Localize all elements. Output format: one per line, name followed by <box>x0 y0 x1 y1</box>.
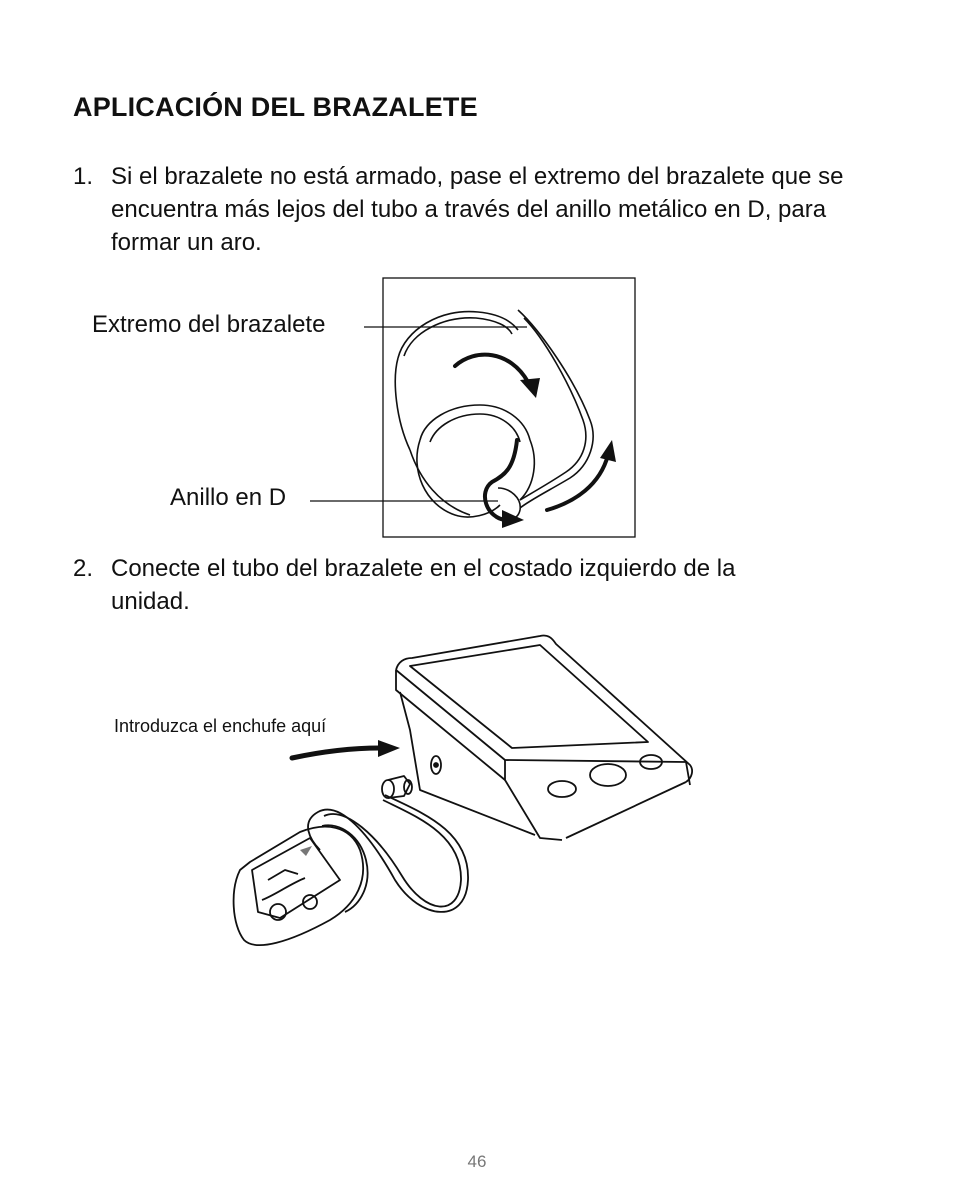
air-tube <box>308 795 468 912</box>
page-title: APLICACIÓN DEL BRAZALETE <box>73 92 478 122</box>
step-1-text: Si el brazalete no está armado, pase el extremo del brazalete que se encuentra más lejos del tubo a través del anillo metálico en D, para formar un aro. <box>111 163 844 256</box>
cuff-end-label: Extremo del brazalete <box>92 311 326 338</box>
insert-plug-label: Introduzca el enchufe aquí <box>114 716 327 736</box>
insert-arrow-head <box>378 740 400 757</box>
cuff <box>234 825 368 945</box>
d-ring-label: Anillo en D <box>170 484 287 511</box>
step-1-number: 1. <box>73 163 94 190</box>
tube-plug <box>382 776 412 798</box>
cuff-marker-arrow <box>300 846 312 856</box>
step-2-text: Conecte el tubo del brazalete en el costado izquierdo de la unidad. <box>111 555 736 615</box>
insert-arrow <box>292 748 380 758</box>
step-2-number: 2. <box>73 555 94 582</box>
monitor-unit <box>396 635 692 840</box>
page-number: 46 <box>467 1152 487 1171</box>
air-tube-inner <box>324 800 461 907</box>
